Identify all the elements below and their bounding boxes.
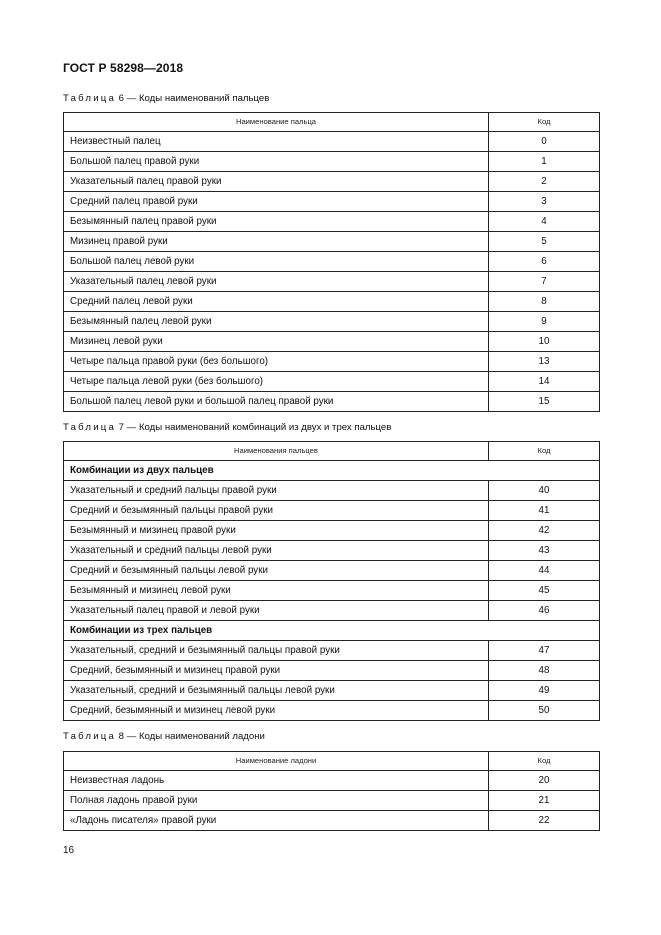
table-row	[64, 372, 600, 392]
group-body	[64, 641, 600, 721]
row-name-cell: Указательный и средний пальцы правой руки	[64, 481, 489, 501]
row-code-cell: 22	[489, 811, 600, 831]
column-header-name: Наименование пальца	[64, 113, 489, 132]
table-caption-text: 7 — Коды наименований комбинаций из двух и трех пальцев	[116, 422, 392, 433]
group-body	[64, 481, 600, 621]
row-code-cell: 43	[489, 541, 600, 561]
column-header-code: Код	[489, 113, 600, 132]
table-row	[64, 791, 600, 811]
table-row	[64, 332, 600, 352]
group-row	[64, 621, 600, 641]
row-code-cell: 2	[489, 172, 600, 192]
row-code-cell: 48	[489, 661, 600, 681]
table-header-row	[64, 752, 600, 771]
row-code-cell: 10	[489, 332, 600, 352]
row-name-cell: Безымянный и мизинец левой руки	[64, 581, 489, 601]
table-caption-prefix: Таблица	[63, 422, 117, 433]
table-row	[64, 252, 600, 272]
row-name-cell: Большой палец левой руки и большой палец правой руки	[64, 392, 489, 412]
row-name-cell: Неизвестный палец	[64, 132, 489, 152]
row-code-cell: 21	[489, 791, 600, 811]
row-name-cell: Средний и безымянный пальцы правой руки	[64, 501, 489, 521]
table-row	[64, 212, 600, 232]
table-caption-prefix: Таблица	[63, 93, 117, 104]
table-row	[64, 172, 600, 192]
row-name-cell: Указательный, средний и безымянный пальцы левой руки	[64, 681, 489, 701]
table-row	[64, 771, 600, 791]
row-code-cell: 49	[489, 681, 600, 701]
row-name-cell: Средний, безымянный и мизинец левой руки	[64, 701, 489, 721]
row-name-cell: Четыре пальца левой руки (без большого)	[64, 372, 489, 392]
row-code-cell: 45	[489, 581, 600, 601]
table-body	[64, 771, 600, 831]
row-name-cell: Безымянный палец левой руки	[64, 312, 489, 332]
row-code-cell: 4	[489, 212, 600, 232]
row-code-cell: 41	[489, 501, 600, 521]
row-code-cell: 40	[489, 481, 600, 501]
row-name-cell: Мизинец правой руки	[64, 232, 489, 252]
table-row	[64, 152, 600, 172]
table-header-row	[64, 113, 600, 132]
table-row	[64, 272, 600, 292]
table-row	[64, 701, 600, 721]
row-code-cell: 47	[489, 641, 600, 661]
table-row	[64, 521, 600, 541]
row-name-cell: Указательный палец правой и левой руки	[64, 601, 489, 621]
table-body	[64, 461, 600, 481]
table-caption-prefix: Таблица	[63, 731, 117, 742]
column-header-code: Код	[489, 752, 600, 771]
row-code-cell: 50	[489, 701, 600, 721]
document-id-header: ГОСТ Р 58298—2018	[63, 61, 184, 75]
row-code-cell: 46	[489, 601, 600, 621]
table-row	[64, 581, 600, 601]
row-name-cell: Указательный и средний пальцы левой руки	[64, 541, 489, 561]
table-6-caption	[63, 93, 269, 104]
column-header-name: Наименования пальцев	[64, 442, 489, 461]
finger-codes-table	[63, 112, 600, 412]
table-header-row	[64, 442, 600, 461]
table-row	[64, 312, 600, 332]
row-name-cell: Большой палец левой руки	[64, 252, 489, 272]
table-row	[64, 641, 600, 661]
table-row	[64, 132, 600, 152]
row-name-cell: Безымянный и мизинец правой руки	[64, 521, 489, 541]
table-7-caption	[63, 422, 391, 433]
row-name-cell: Полная ладонь правой руки	[64, 791, 489, 811]
group-row	[64, 461, 600, 481]
table-row	[64, 661, 600, 681]
row-name-cell: Указательный палец правой руки	[64, 172, 489, 192]
row-code-cell: 6	[489, 252, 600, 272]
row-code-cell: 5	[489, 232, 600, 252]
table-row	[64, 541, 600, 561]
table-row	[64, 811, 600, 831]
table-row	[64, 392, 600, 412]
table-caption-text: 6 — Коды наименований пальцев	[116, 93, 270, 104]
row-name-cell: «Ладонь писателя» правой руки	[64, 811, 489, 831]
row-name-cell: Средний и безымянный пальцы левой руки	[64, 561, 489, 581]
row-code-cell: 9	[489, 312, 600, 332]
row-name-cell: Безымянный палец правой руки	[64, 212, 489, 232]
row-code-cell: 42	[489, 521, 600, 541]
table-row	[64, 481, 600, 501]
table-body	[64, 621, 600, 641]
table-caption-text: 8 — Коды наименований ладони	[116, 731, 265, 742]
row-code-cell: 3	[489, 192, 600, 212]
row-name-cell: Четыре пальца правой руки (без большого)	[64, 352, 489, 372]
row-name-cell: Неизвестная ладонь	[64, 771, 489, 791]
table-body	[64, 132, 600, 412]
row-code-cell: 20	[489, 771, 600, 791]
row-code-cell: 15	[489, 392, 600, 412]
page-number: 16	[63, 845, 75, 856]
row-name-cell: Средний палец правой руки	[64, 192, 489, 212]
row-name-cell: Мизинец левой руки	[64, 332, 489, 352]
row-code-cell: 13	[489, 352, 600, 372]
row-name-cell: Средний палец левой руки	[64, 292, 489, 312]
column-header-code: Код	[489, 442, 600, 461]
table-row	[64, 292, 600, 312]
row-name-cell: Указательный, средний и безымянный пальцы правой руки	[64, 641, 489, 661]
row-code-cell: 1	[489, 152, 600, 172]
palm-codes-table	[63, 751, 600, 831]
row-code-cell: 44	[489, 561, 600, 581]
table-8-caption	[63, 731, 265, 742]
column-header-name: Наименование ладони	[64, 752, 489, 771]
row-name-cell: Указательный палец левой руки	[64, 272, 489, 292]
group-heading-three-fingers: Комбинации из трех пальцев	[64, 621, 600, 641]
row-code-cell: 8	[489, 292, 600, 312]
table-row	[64, 192, 600, 212]
table-row	[64, 601, 600, 621]
row-code-cell: 14	[489, 372, 600, 392]
row-code-cell: 7	[489, 272, 600, 292]
table-row	[64, 681, 600, 701]
row-name-cell: Большой палец правой руки	[64, 152, 489, 172]
table-row	[64, 561, 600, 581]
table-row	[64, 352, 600, 372]
group-heading-two-fingers: Комбинации из двух пальцев	[64, 461, 600, 481]
table-row	[64, 501, 600, 521]
table-row	[64, 232, 600, 252]
row-code-cell: 0	[489, 132, 600, 152]
finger-combination-codes-table	[63, 441, 600, 721]
row-name-cell: Средний, безымянный и мизинец правой руки	[64, 661, 489, 681]
